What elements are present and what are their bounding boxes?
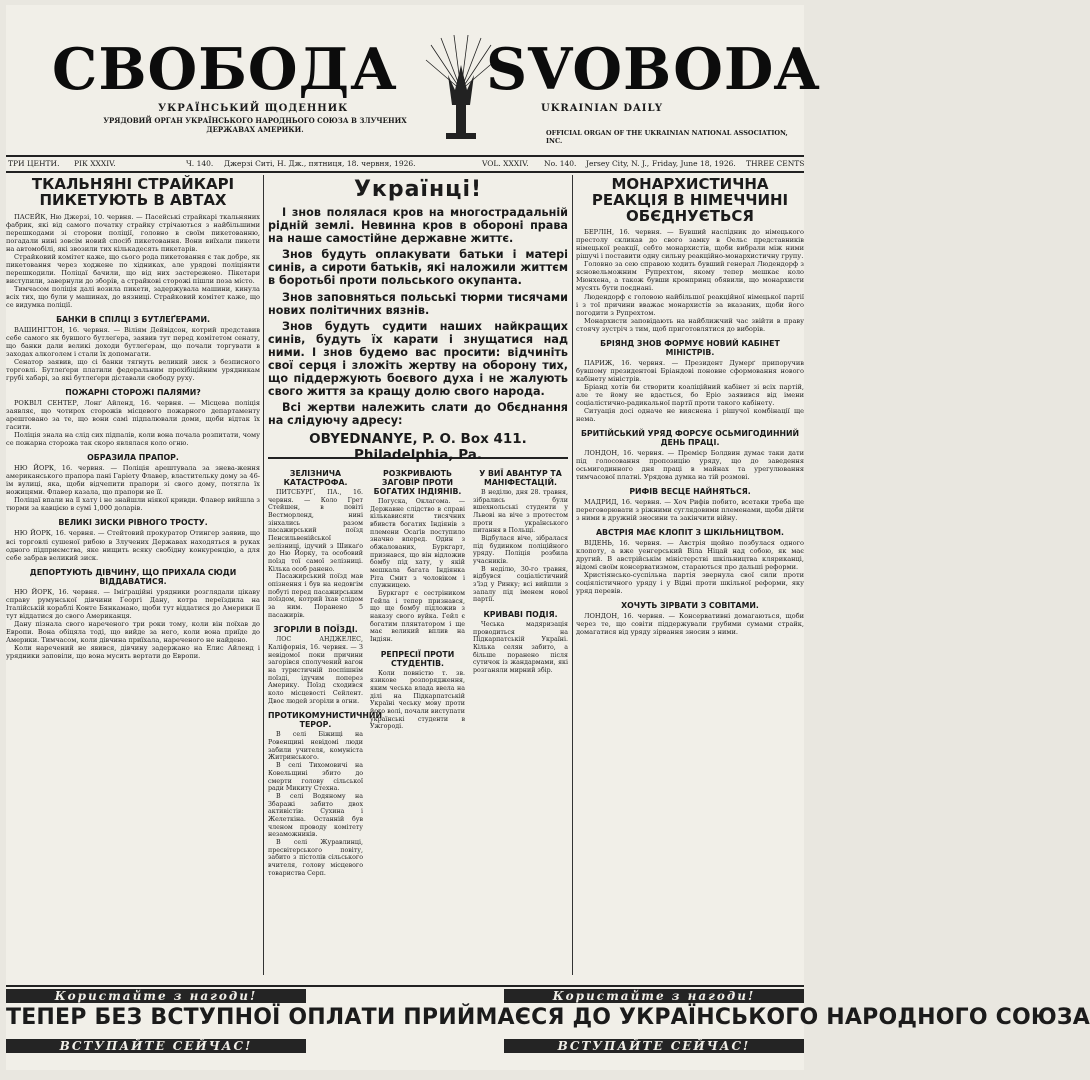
footer-banner bbox=[6, 985, 1090, 1072]
place: Jersey City, N. J., bbox=[586, 159, 650, 168]
article-text: В селі Журавлинці, пресвітерського повіту, забито з пістолів сільського вчителя, голову місцевого товариства Серп. bbox=[268, 838, 363, 877]
article-headline: ЗЕЛІЗНИЧА КАТАСТРОФА. bbox=[283, 469, 348, 487]
article-text: Христіянсько-суспільна партія звернула свої сили проти соціялістичного уряду і у Відні проти шкільної реформи, яку уряд перевів. bbox=[576, 571, 804, 596]
article-text: ВАШИНГТОН, 16. червня. — Віліям Дейвідсон, котрий представив себе самого як бувшого бутлеґера, заявив тут перед комітетом сенату, що банки дали великі доходи бутлеґерам, що почали торгувати в заходах алкоголем і стали їх допомагати. bbox=[6, 325, 260, 358]
article-text: НЮ ЙОРК, 16. червня. — Стейтовий прокуратор Отингер заявив, що всі торговлі сушеної рибою в Злучених Державах находяться в руках одного підприємства, яке нищить всяку свобідну конкуренцію, а для себе забрав великий зиск. bbox=[6, 529, 260, 562]
headline-strikers: ТКАЛЬНЯНІ СТРАЙКАРІ ПИКЕТУЮТЬ В АВТАХ bbox=[31, 175, 235, 209]
article-text: Відбулася віче, зібралася під будинком поліційного уряду. Поліція розбила учасників. bbox=[473, 535, 568, 566]
article-text: В селі Тихомовичі на Ковельщині збито до смерти голову сільської ради Микиту Стехна. bbox=[268, 762, 363, 793]
article-headline: АВСТРІЯ МАЄ КЛОПІТ З ШКІЛЬНИЦТВОМ. bbox=[596, 528, 784, 538]
appeal-text: Знов заповняться польські тюрми тисячами нових політичних вязнів. bbox=[268, 290, 568, 317]
date: Friday, June 18, 1926. bbox=[652, 159, 736, 168]
appeal-text: Всі жертви належить слати до Обєднання на слідуючу адресу: bbox=[268, 401, 568, 428]
center-lower-columns bbox=[268, 463, 568, 980]
article-text: ПИТСБУРҐ, ПА., 16. червня. — Коло Грет Стейшен, в повіті Вестморленд, нині зінхались разом пасажирський поїзд Пенсильвенійської зелізниці, ідучий з Шикаґо до Ню Йорку, та особовий поїзд тої самої зелізниці. Кілька особ ранено. bbox=[268, 489, 363, 573]
article-headline: ОБРАЗИЛА ПРАПОР. bbox=[87, 453, 179, 463]
article-headline: ДЕПОРТУЮТЬ ДІВЧИНУ, ЩО ПРИХАЛА СЮДИ ВІДДАВАТИСЯ. bbox=[29, 567, 237, 586]
article-text: В неділю, 30-го травня, відбувся соціалістичний з'їзд у Ринку; всі вийшли з запалу під іменем нової партії. bbox=[473, 565, 568, 604]
article-text: МАДРИД, 16. червня. — Хоч Рифів побито, всетаки треба ще переговорювати з ріжними суглядовими племенами, щоби дійти з ними в дружній зносини та закінчити війну. bbox=[576, 498, 804, 523]
banner-strip-bottom-left: ВСТУПАЙТЕ СЕЙЧАС! bbox=[6, 1039, 306, 1053]
article-text: РОКВІЛ СЕНТЕР, Лонґ Айленд, 16. червня. — Місцева поліція заявляє, що чотирох сторожів місцевого пожарного департаменту арештовано за те, що вони самі підпалювали доми, щоби відтак їх гасити. bbox=[6, 399, 260, 432]
appeal-text: І знов полялася кров на многострадальній рідній землі. Невинна кров в обороні права на наше самостійне державне життє. bbox=[268, 206, 568, 246]
article-text: В селі Водяному на Збаражі забито двох активістів: Сухина і Желеткіна. Останній був членом проводу комітету незаможників. bbox=[268, 792, 363, 839]
appeal-text: Знов будуть судити наших найкращих синів, будуть їх карати і знущатися над ними. І знов будемо вас просити: відчиніть свої серця і зложіть жертву на оборону тих, що піддержують боєвого духа і не жалують свого життя за кращу долю свого народа. bbox=[268, 319, 568, 399]
column-divider bbox=[263, 175, 264, 975]
article-text: Сенатор заявив, що сі банки тягнуть великий зиск з безписного торговлі. Бутлеґери платили федеральним прохібіційним урядникам грубі хабарі, за які бутлеґери діставали свободу руху. bbox=[6, 358, 260, 383]
volume: VOL. XXXIV. bbox=[482, 159, 529, 168]
masthead-subtitle-latin: UKRAINIAN DAILY bbox=[541, 103, 663, 114]
article-text: В неділю, дня 28. травня, зібрались були вшехнольські студенти у Львові на віче з протестом проти українського питання в Польщі. bbox=[473, 489, 568, 535]
masthead bbox=[6, 5, 820, 153]
article-headline: РОЗКРИВАЮТЬ ЗАГОВІР ПРОТИ БОГАТИХ ІНДІЯНІВ. bbox=[373, 469, 462, 496]
subcolumn bbox=[268, 463, 382, 980]
article-headline: БРИТІЙСЬКИЙ УРЯД ФОРСУЄ ОСЬМИГОДИННИЙ ДЕНЬ ПРАЦІ. bbox=[580, 428, 800, 447]
article-headline: ЗГОРІЛИ В ПОЇЗДІ. bbox=[273, 625, 358, 635]
issue-number-cyrillic: Ч. 140. bbox=[186, 159, 214, 168]
article-text: Тимчасом поліція далі возила пикети, задержувала машини, кинула всіх тих, що були у машинах, до вязниці. Страйковий комітет каже, що се видумка поліції. bbox=[6, 284, 260, 309]
article-text: ПАСЕЙК, Ню Джерзі, 10. червня. — Пасейські страйкарі ткальняних фабрик, які від самого початку страйку стрічаються з найбільшими перешкодами зі сторони поліції, головно в своїм пикетованню, погадали нині зовсім новий спосіб пикетовання. Вони виїхали пикети на автомобілі, які звозили тих кількадесять пикетарів. bbox=[6, 212, 260, 253]
column-center bbox=[268, 175, 568, 980]
article-text: В селі Біжищі на Ровенщині невідомі люди забили учителя, комуніста Житринського. bbox=[268, 731, 363, 762]
article-headline: ПРОТИКОМУНИСТИЧНИЙ ТЕРОР. bbox=[268, 711, 382, 730]
article-text: Людендорф є головою найбільшої реакційної німецької партії і з тої причини вважає монархистів за вказаних, щоби його погодити з Рупрехтом. bbox=[576, 292, 804, 317]
article-text: ПАРИЖ, 16. червня. — Президент Думерґ припоручив бувшому президентові Бріандові поновне сформовання нового кабінету міністрів. bbox=[576, 358, 804, 383]
article-text: Погуска, Оклагома. — Державне слідство в справі кількависяти тисячних вбивств богатих Індіянів з племени Осаґів поступило значно вперед. Один з обжалованих, Буркгарт, признався, що він відложив бомбу під хату, у якій мешкала багата Індіянка Ріта Смит з чоловіком і служницею. bbox=[370, 498, 465, 590]
appeal-box bbox=[268, 177, 568, 463]
article-headline: ПОЖАРНІ СТОРОЖІ ПАЛЯМИ? bbox=[65, 388, 201, 398]
article-text: ЛОНДОН, 16. червня. — Премієр Болдвин думає таки дати під голосовання пропозицію уряду, що до заведення осьмигодинного дня праці в майнах та урегулювання тимчасової платні. Урядова думка на тій розмові. bbox=[576, 448, 804, 481]
newspaper-page bbox=[6, 5, 1090, 1070]
article-text: Ситуація досі одначе не вияснена і рішучої комбінації ще нема. bbox=[576, 406, 804, 423]
subcolumn bbox=[473, 463, 568, 980]
article-headline: У ВИЇ АВАНТУР ТА МАНІФЕСТАЦІЙ. bbox=[479, 469, 562, 487]
masthead-subtitle-cyrillic: УКРАЇНСЬКИЙ ЩОДЕННИК bbox=[158, 103, 349, 114]
price: THREE CENTS bbox=[746, 159, 805, 168]
issue-number: No. 140. bbox=[544, 159, 577, 168]
dateline bbox=[6, 155, 804, 173]
article-text: Буркгарт є сестріником Гейла і тепер признався, що ще бомбу підложив з наказу свого вуйка. Гейл є богатим плянтатором і ще має великий вплив на Індіян. bbox=[370, 590, 465, 644]
column-left bbox=[6, 175, 260, 980]
article-text: ЛОС АНДЖЕЛЕС, Каліфорнія, 16. червня. — З невідомої поки причини загорівся сполучений вагон на туристичній поспішнім поїзді, ідучим поперез Америку. Поїзд сходився коло місцевості Сейлент. Двоє людей згоріли в огни. bbox=[268, 636, 363, 705]
article-text: НЮ ЙОРК, 16. червня. — Іміґраційні урядники розглядали цікаву справу румунської дівчини Ґеоргі Дану, котра переїздила на Італійській кораблі Конте Бянкамано, щоби тут віддатися до Америки її тут віддатися до свого Американця. bbox=[6, 587, 260, 620]
official-organ-cyrillic: УРЯДОВИЙ ОРГАН УКРАЇНСЬКОГО НАРОДНЬОГО СОЮЗА В ЗЛУЧЕНИХ ДЕРЖАВАХ АМЕРИКИ. bbox=[103, 116, 407, 134]
article-text: ЛОНДОН, 16. червня. — Консервативні домагаються, щоби через те, що совіти піддержували грубими сумами страйк, домагатися від уряду зірвання зносин з ними. bbox=[576, 612, 804, 637]
article-text: Бріанд хотів би створити коаліційний кабінет зі всіх партій, але те йому не вдасться, бо Еріо заявився від імени соціалістично-радикальної партії проти такого кабінету. bbox=[576, 382, 804, 407]
article-headline: БРІЯНД ЗНОВ ФОРМУЄ НОВИЙ КАБІНЕТ МІНІСТРІВ. bbox=[600, 338, 780, 357]
column-right bbox=[576, 175, 804, 980]
article-headline: ВЕЛИКІ ЗИСКИ РІВНОГО ТРОСТУ. bbox=[58, 518, 208, 528]
article-text: Чеська мадяризація проводиться на Підкарпатській Україні. Кілька селян забито, а більше поранено після сутичок із жандармами, які розганяли мирний збір. bbox=[473, 621, 568, 675]
article-text: Пасажирський поїзд мав опізнення і був на недовгім побуті перед пасажирським поїздом, котрий їхав слідом за ним. Поранено 5 пасажирів. bbox=[268, 573, 363, 619]
banner-strip-left: Користайте з нагоди! bbox=[6, 989, 306, 1003]
place-date-cyrillic: Джерзі Ситі, Н. Дж., пятниця, 18. червня, 1926. bbox=[224, 159, 416, 168]
masthead-title-latin: SVOBODA bbox=[486, 36, 820, 103]
appeal-title: Українці! bbox=[353, 177, 483, 202]
column-divider bbox=[572, 175, 573, 975]
article-headline: БАНКИ В СПІЛЦІ З БУТЛЕҐЕРАМИ. bbox=[56, 314, 210, 324]
article-headline: РЕПРЕСІЇ ПРОТИ СТУДЕНТІВ. bbox=[380, 649, 455, 668]
article-text: Страйковий комітет каже, що сього рода пикетовання є так добре, як пикетовання через ходжене по хідниках, але урядові поліціянти перешкодили. Поліцаї бачили, що від них застережено. Пікетари виступили, завернули до зборів, а страйкові сторожі пішли поза місто. bbox=[6, 252, 260, 285]
banner-strip-right: Користайте з нагоди! bbox=[504, 989, 804, 1003]
article-text: Головно за сею справою ходить бувший генерал Людендорф з ясновельможним Рупрехтом, якому тепер мешкає коло Мюнхена, а також бувши кронпринц обявили, що монархисти мусять бути поєднані. bbox=[576, 260, 804, 293]
banner-strip-bottom-right: ВСТУПАЙТЕ СЕЙЧАС! bbox=[504, 1039, 804, 1053]
official-organ-latin: OFFICIAL ORGAN OF THE UKRAINIAN NATIONAL ASSOCIATION, INC. bbox=[546, 129, 788, 145]
article-text: НЮ ЙОРК, 16. червня. — Поліція арештувала за знева-ження американського прапора пані Гаріету Флавер, властительку дому за 46-ім вулиці, яка, щоби відчепити прапори зі свого дому, потягла їх ножицями. Флавер казала, що прапори не її. bbox=[6, 464, 260, 497]
article-headline: ХОЧУТЬ ЗІРВАТИ З СОВІТАМИ. bbox=[621, 601, 759, 611]
appeal-text: Знов будуть оплакувати батьки і матері синів, а сироти батьків, які наложили життєм в боротьбі проти польського окупанта. bbox=[268, 248, 568, 288]
article-headline: РИФІВ ВЕСЦЕ НАЙНЯТЬСЯ. bbox=[629, 487, 751, 497]
article-text: Коли наречений не явився, дівчину задержано на Елис Айленд і урядники заповіли, що вона мусить вертати до Европи. bbox=[6, 643, 260, 660]
article-text: БЕРЛІН, 16. червня. — Бувший наслідник до німецького престолу скликав до свого замку в Оельс представників німецької реакції, себто монархистів, щоби вибрали між ними рішучі і поставити одну сильну реакційно-монархистичну групу. bbox=[576, 228, 804, 261]
article-text: Коли повністю т. зв. язикове розпорядження, яким чеська влада ввела на ділі на Підкарпатській Україні чеську мову проти його волі, почали виступати українські студенти в Ужгороді. bbox=[370, 669, 465, 731]
article-text: Монархисти заповідають на найближчий час звійти в праву стоячу зустріч з тим, щоб приготовлятися до виборів. bbox=[576, 316, 804, 333]
article-text: Дану пізнала свого нареченого три роки тому, коли він поїхав до Европи. Вона обіцяла тоді, що вийде за него, коли вона приїде до Америки. Тимчасом, коли дівчина приїхала, нареченого не найдено. bbox=[6, 619, 260, 644]
appeal-address: OBYEDNANYE, P. O. Box 411. Philadelphia, Pa. bbox=[309, 430, 527, 463]
article-text: ВІДЕНЬ, 16. червня. — Австрія щойно позбулася одного клопоту, а вже уенгерський Віла Ніцай над собою, як має другий. В австрійськім міністерстві шкільництва кляриканці, відомі своїм консерватизмом, стараються про дальші реформи. bbox=[576, 539, 804, 572]
article-text: Поліцаї впали на її хату і не знайшли ніякої кривди. Флавер вийшла з тюрми за кавцією в сумі 1,000 доларів. bbox=[6, 496, 260, 513]
price-cyrillic: ТРИ ЦЕНТИ. bbox=[8, 159, 60, 168]
footer-headline: ТЕПЕР БЕЗ ВСТУПНОЇ ОПЛАТИ ПРИЙМАЄСЯ ДО УКРАЇНСЬКОГО НАРОДНОГО СОЮЗА bbox=[6, 1005, 1090, 1030]
headline-monarchist: МОНАРХИСТИЧНА РЕАКЦІЯ В НІМЕЧЧИНІ ОБЄДНУЄТЬСЯ bbox=[591, 175, 789, 225]
subcolumn bbox=[370, 463, 465, 980]
masthead-title-cyrillic: СВОБОДА bbox=[52, 36, 398, 103]
article-text: Поліція знала на слід сих підпалів, коли вона почала розпитати, чому се пожарна сторожа так скоро являлася коло огню. bbox=[6, 431, 260, 448]
year-cyrillic: РІК XXXIV. bbox=[74, 159, 116, 168]
article-headline: КРИВАВІ ПОДІЯ. bbox=[483, 610, 558, 620]
